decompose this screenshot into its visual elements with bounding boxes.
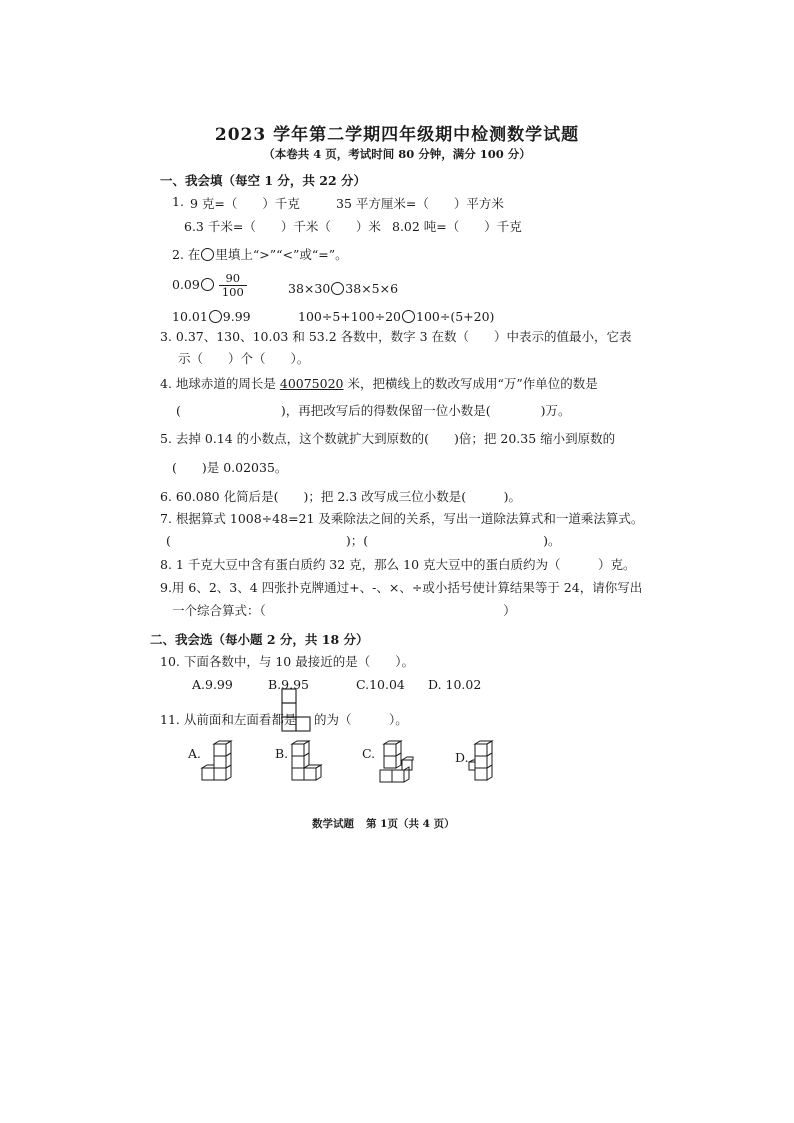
q7-line2: ( )；( )。 bbox=[166, 533, 561, 548]
footer-subject: 数学试题 bbox=[312, 818, 354, 830]
q4-line2: ( )，再把改写后的得数保留一位小数是( )万。 bbox=[176, 403, 571, 418]
q2-intro-post: 里填上“>”“<”或“=”。 bbox=[215, 247, 348, 262]
q1-number: 1. bbox=[172, 194, 184, 209]
q2-c-right: 9.99 bbox=[222, 309, 251, 324]
q2-d-left: 100÷5+100÷20 bbox=[298, 309, 401, 324]
q2-intro bbox=[172, 245, 348, 263]
q2-b-left: 38×30 bbox=[288, 281, 331, 296]
compare-circle-icon[interactable] bbox=[331, 282, 344, 295]
q10-option-b[interactable]: B.9.95 bbox=[268, 677, 309, 692]
q11-option-a-label[interactable]: A. bbox=[188, 746, 202, 761]
q4-underlined-number: 40075020 bbox=[279, 376, 344, 391]
cube-stack-icon[interactable] bbox=[288, 740, 324, 784]
q2-c-left: 10.01 bbox=[172, 309, 208, 324]
compare-circle-icon bbox=[201, 248, 214, 261]
fraction-numerator: 90 bbox=[219, 272, 247, 286]
q5-line1: 5. 去掉 0.14 的小数点，这个数就扩大到原数的( )倍；把 20.35 缩小到原数的 bbox=[160, 431, 616, 446]
view-shape-icon bbox=[281, 688, 313, 732]
footer-page-number: 第 1页（共 4 页） bbox=[366, 818, 455, 830]
q5-line2: ( )是 0.02035。 bbox=[172, 460, 288, 475]
q10-option-d[interactable]: D. 10.02 bbox=[428, 677, 482, 692]
q10-text: 10. 下面各数中，与 10 最接近的是（ ）。 bbox=[160, 654, 414, 669]
section-2-heading: 二、我会选（每小题 2 分，共 18 分） bbox=[150, 632, 369, 647]
section-1-heading: 一、我会填（每空 1 分，共 22 分） bbox=[160, 173, 367, 188]
q2-item-a bbox=[172, 272, 247, 299]
q4-line1-post: 米，把横线上的数改写成用“万”作单位的数是 bbox=[343, 376, 598, 391]
q2-b-right: 38×5×6 bbox=[345, 281, 399, 296]
exam-title: 2023 学年第二学期四年级期中检测数学试题 bbox=[214, 125, 580, 145]
q10-option-a[interactable]: A.9.99 bbox=[192, 677, 233, 692]
q1-part-d: 8.02 吨=（ ）千克 bbox=[392, 219, 522, 234]
q11-pre: 11. 从前面和左面看都是 bbox=[160, 712, 297, 727]
q8-text: 8. 1 千克大豆中含有蛋白质约 32 克，那么 10 克大豆中的蛋白质约为（ ）克。 bbox=[160, 557, 636, 572]
q1-part-a: 9 克=（ ）千克 bbox=[190, 196, 300, 211]
fraction-denominator: 100 bbox=[221, 285, 244, 299]
q10-option-c[interactable]: C.10.04 bbox=[356, 677, 405, 692]
cube-stack-icon[interactable] bbox=[200, 740, 236, 784]
q2-d-right: 100÷(5+20) bbox=[416, 309, 495, 324]
compare-circle-icon[interactable] bbox=[209, 310, 222, 323]
q11-option-b-label[interactable]: B. bbox=[275, 746, 289, 761]
q9-line2: 一个综合算式：（ ） bbox=[172, 603, 516, 618]
fraction bbox=[219, 272, 247, 299]
compare-circle-icon[interactable] bbox=[402, 310, 415, 323]
q3-line1: 3. 0.37、130、10.03 和 53.2 各数中，数字 3 在数（ ）中表示的值最小，它表 bbox=[160, 329, 632, 344]
q2-intro-pre: 2. 在 bbox=[172, 247, 201, 262]
cube-stack-icon[interactable] bbox=[467, 740, 501, 784]
q9-line1: 9.用 6、2、3、4 四张扑克牌通过+、-、×、÷或小括号使计算结果等于 24，请你写出 bbox=[160, 580, 643, 595]
q2-a-left: 0.09 bbox=[172, 277, 200, 292]
q3-line2: 示（ ）个（ ）。 bbox=[178, 351, 310, 366]
compare-circle-icon[interactable] bbox=[201, 278, 214, 291]
q11-option-d-label[interactable]: D. bbox=[455, 750, 469, 765]
exam-subtitle: （本卷共 4 页，考试时间 80 分钟，满分 100 分） bbox=[263, 147, 531, 161]
q1-part-b: 35 平方厘米=（ ）平方米 bbox=[336, 196, 504, 211]
q2-item-b bbox=[288, 281, 398, 296]
q4-line1 bbox=[160, 374, 598, 392]
q11-option-c-label[interactable]: C. bbox=[362, 746, 376, 761]
q6-text: 6. 60.080 化简后是( )；把 2.3 改写成三位小数是( )。 bbox=[160, 489, 521, 504]
q4-line1-pre: 4. 地球赤道的周长是 bbox=[160, 376, 280, 391]
q7-line1: 7. 根据算式 1008÷48=21 及乘除法之间的关系，写出一道除法算式和一道乘法算式。 bbox=[160, 511, 644, 526]
cube-stack-icon[interactable] bbox=[376, 740, 416, 784]
q1-part-c: 6.3 千米=（ ）千米（ ）米 bbox=[184, 219, 381, 234]
q11-post: 的为（ ）。 bbox=[314, 712, 408, 727]
q2-item-d bbox=[298, 309, 494, 324]
q2-item-c bbox=[172, 309, 251, 324]
